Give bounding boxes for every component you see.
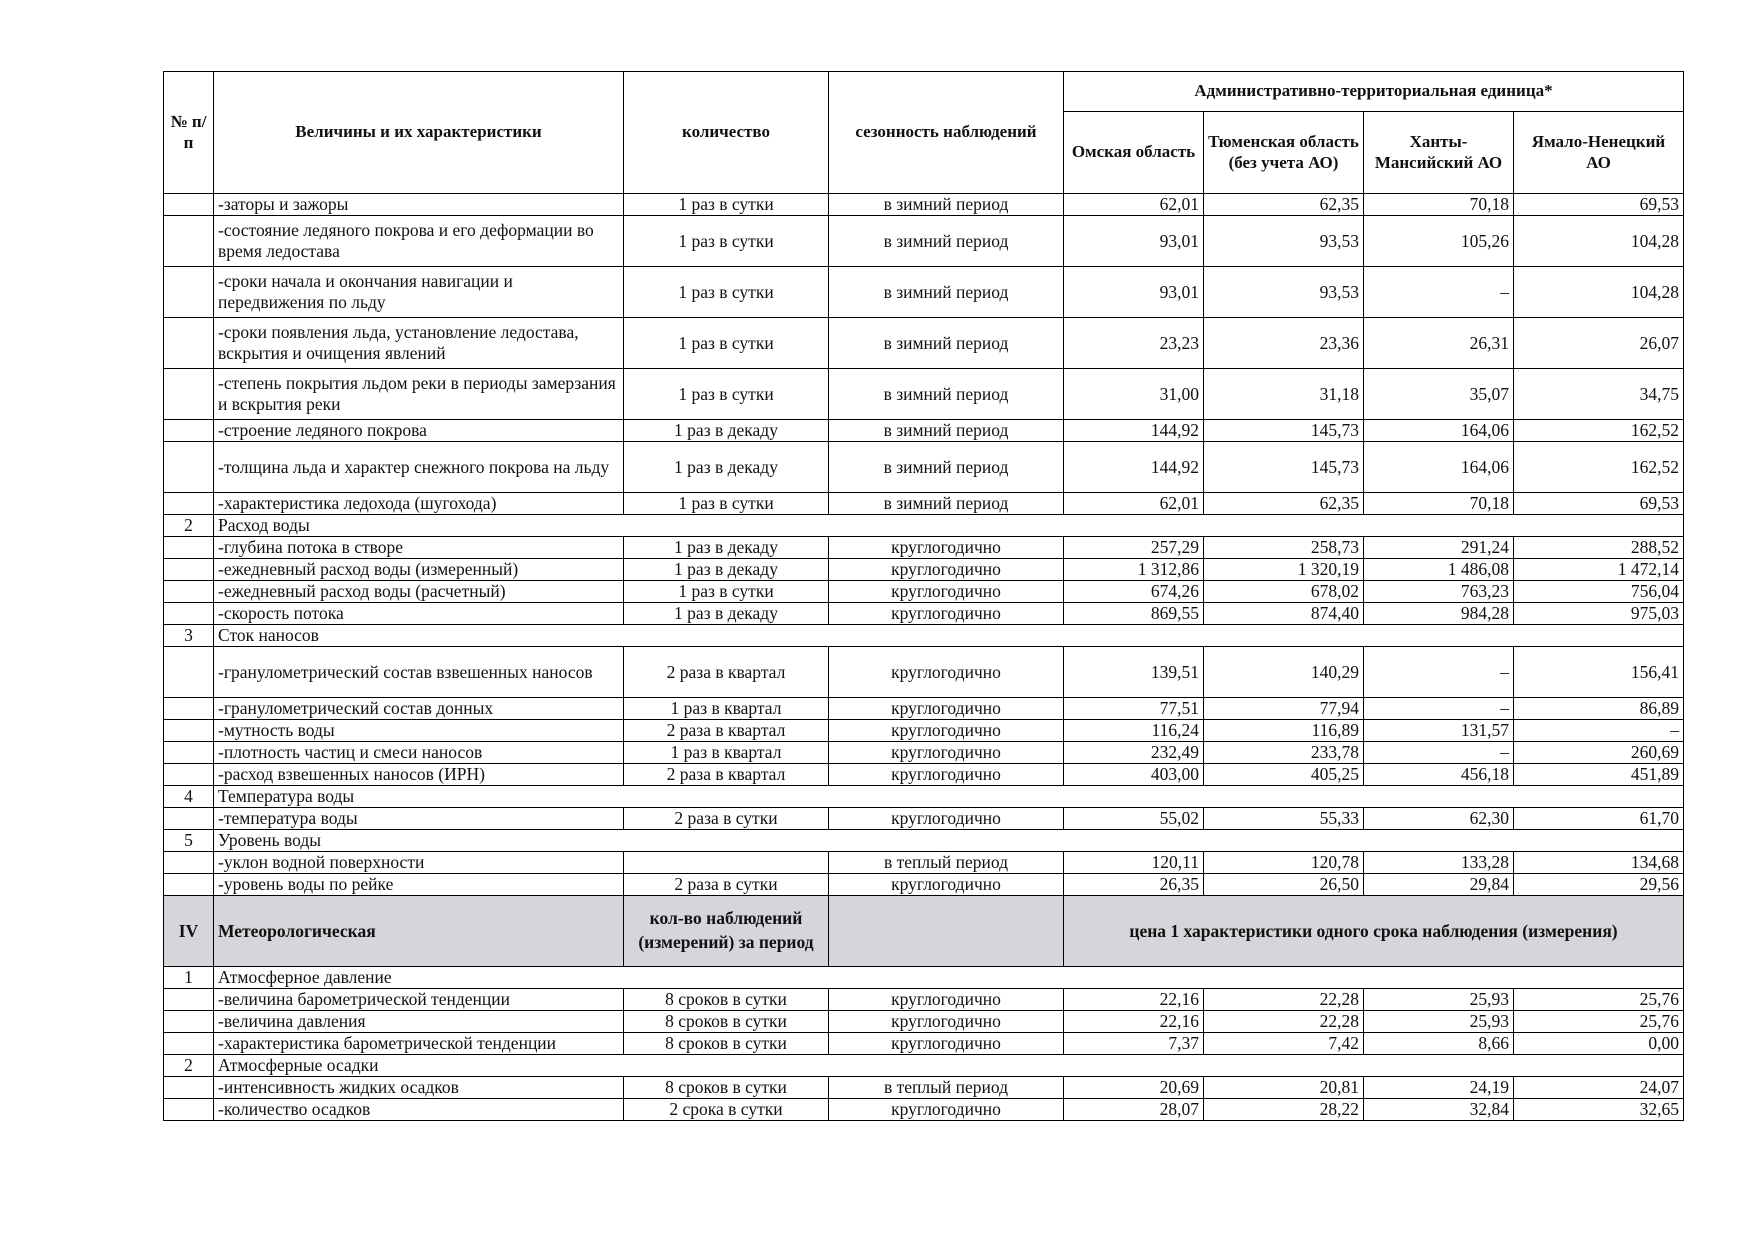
section-row xyxy=(164,967,1684,989)
row-number xyxy=(164,720,214,742)
row-number xyxy=(164,647,214,698)
seasonality: круглогодично xyxy=(829,742,1064,764)
characteristic-name: -скорость потока xyxy=(214,603,624,625)
characteristic-name: -температура воды xyxy=(214,808,624,830)
section-row xyxy=(164,1055,1684,1077)
seasonality: круглогодично xyxy=(829,808,1064,830)
table-row xyxy=(164,698,1684,720)
price-ynao: 134,68 xyxy=(1514,852,1684,874)
price-omsk: 22,16 xyxy=(1064,1011,1204,1033)
price-tyumen: 116,89 xyxy=(1204,720,1364,742)
price-omsk: 93,01 xyxy=(1064,267,1204,318)
table-row xyxy=(164,559,1684,581)
row-number xyxy=(164,442,214,493)
seasonality: круглогодично xyxy=(829,537,1064,559)
seasonality: в зимний период xyxy=(829,442,1064,493)
characteristic-name: -характеристика ледохода (шугохода) xyxy=(214,493,624,515)
price-tyumen: 874,40 xyxy=(1204,603,1364,625)
table-row xyxy=(164,581,1684,603)
header-region-omsk: Омская область xyxy=(1064,112,1204,194)
price-tyumen: 145,73 xyxy=(1204,420,1364,442)
price-tyumen: 140,29 xyxy=(1204,647,1364,698)
price-ynao: 104,28 xyxy=(1514,216,1684,267)
price-khmao: 1 486,08 xyxy=(1364,559,1514,581)
row-number xyxy=(164,537,214,559)
price-tyumen: 258,73 xyxy=(1204,537,1364,559)
price-omsk: 26,35 xyxy=(1064,874,1204,896)
observation-quantity: 1 раз в декаду xyxy=(624,603,829,625)
price-tyumen: 93,53 xyxy=(1204,267,1364,318)
table-row xyxy=(164,369,1684,420)
price-khmao: 25,93 xyxy=(1364,989,1514,1011)
price-omsk: 20,69 xyxy=(1064,1077,1204,1099)
price-omsk: 144,92 xyxy=(1064,442,1204,493)
table-row xyxy=(164,764,1684,786)
observation-quantity: 1 раз в сутки xyxy=(624,194,829,216)
row-number xyxy=(164,1077,214,1099)
table-row xyxy=(164,1011,1684,1033)
category-number: IV xyxy=(164,896,214,967)
price-tyumen: 405,25 xyxy=(1204,764,1364,786)
observation-quantity: 1 раз в квартал xyxy=(624,742,829,764)
price-omsk: 869,55 xyxy=(1064,603,1204,625)
price-tyumen: 145,73 xyxy=(1204,442,1364,493)
table-row xyxy=(164,720,1684,742)
row-number xyxy=(164,420,214,442)
price-ynao: 1 472,14 xyxy=(1514,559,1684,581)
price-ynao: 86,89 xyxy=(1514,698,1684,720)
price-tyumen: 1 320,19 xyxy=(1204,559,1364,581)
price-ynao: 69,53 xyxy=(1514,493,1684,515)
price-ynao: 162,52 xyxy=(1514,442,1684,493)
category-band xyxy=(164,896,1684,967)
table-row xyxy=(164,647,1684,698)
header-region-ynao: Ямало-Ненецкий АО xyxy=(1514,112,1684,194)
seasonality: круглогодично xyxy=(829,647,1064,698)
table-row xyxy=(164,874,1684,896)
observation-quantity: 2 раза в сутки xyxy=(624,874,829,896)
price-khmao: – xyxy=(1364,698,1514,720)
table-row xyxy=(164,808,1684,830)
table-row xyxy=(164,216,1684,267)
price-ynao: 260,69 xyxy=(1514,742,1684,764)
price-khmao: 62,30 xyxy=(1364,808,1514,830)
row-number xyxy=(164,194,214,216)
row-number xyxy=(164,874,214,896)
price-khmao: 32,84 xyxy=(1364,1099,1514,1121)
price-ynao: 162,52 xyxy=(1514,420,1684,442)
characteristic-name: -интенсивность жидких осадков xyxy=(214,1077,624,1099)
price-tyumen: 62,35 xyxy=(1204,194,1364,216)
section-title: Атмосферное давление xyxy=(214,967,1684,989)
observation-quantity: 1 раз в декаду xyxy=(624,537,829,559)
price-ynao: 104,28 xyxy=(1514,267,1684,318)
seasonality: в зимний период xyxy=(829,318,1064,369)
table-row xyxy=(164,318,1684,369)
price-tyumen: 93,53 xyxy=(1204,216,1364,267)
price-khmao: 131,57 xyxy=(1364,720,1514,742)
characteristic-name: -сроки начала и окончания навигации и передвижения по льду xyxy=(214,267,624,318)
row-number xyxy=(164,1033,214,1055)
row-number xyxy=(164,742,214,764)
price-ynao: 26,07 xyxy=(1514,318,1684,369)
table-row xyxy=(164,194,1684,216)
seasonality: в зимний период xyxy=(829,493,1064,515)
price-tyumen: 28,22 xyxy=(1204,1099,1364,1121)
price-tyumen: 20,81 xyxy=(1204,1077,1364,1099)
characteristic-name: -степень покрытия льдом реки в периоды замерзания и вскрытия реки xyxy=(214,369,624,420)
header-quantity: количество xyxy=(624,72,829,194)
price-tyumen: 62,35 xyxy=(1204,493,1364,515)
table-row xyxy=(164,537,1684,559)
section-number: 3 xyxy=(164,625,214,647)
observation-quantity: 1 раз в декаду xyxy=(624,559,829,581)
price-tyumen: 22,28 xyxy=(1204,989,1364,1011)
row-number xyxy=(164,1011,214,1033)
section-title: Уровень воды xyxy=(214,830,1684,852)
price-khmao: 763,23 xyxy=(1364,581,1514,603)
observation-quantity: 2 раза в квартал xyxy=(624,720,829,742)
price-ynao: 25,76 xyxy=(1514,1011,1684,1033)
price-ynao: – xyxy=(1514,720,1684,742)
price-tyumen: 77,94 xyxy=(1204,698,1364,720)
price-ynao: 288,52 xyxy=(1514,537,1684,559)
price-omsk: 93,01 xyxy=(1064,216,1204,267)
seasonality: круглогодично xyxy=(829,989,1064,1011)
row-number xyxy=(164,581,214,603)
observation-quantity: 2 раза в квартал xyxy=(624,764,829,786)
characteristic-name: -гранулометрический состав донных xyxy=(214,698,624,720)
header-region-khmao: Ханты-Мансийский АО xyxy=(1364,112,1514,194)
observation-quantity: 1 раз в сутки xyxy=(624,267,829,318)
seasonality: в зимний период xyxy=(829,194,1064,216)
row-number xyxy=(164,369,214,420)
observation-quantity: 1 раз в квартал xyxy=(624,698,829,720)
price-ynao: 34,75 xyxy=(1514,369,1684,420)
characteristic-name: -расход взвешенных наносов (ИРН) xyxy=(214,764,624,786)
seasonality: круглогодично xyxy=(829,698,1064,720)
row-number xyxy=(164,318,214,369)
seasonality: круглогодично xyxy=(829,764,1064,786)
seasonality: в теплый период xyxy=(829,852,1064,874)
observation-quantity: 1 раз в сутки xyxy=(624,369,829,420)
price-tyumen: 678,02 xyxy=(1204,581,1364,603)
characteristic-name: -сроки появления льда, установление ледостава, вскрытия и очищения явлений xyxy=(214,318,624,369)
seasonality: круглогодично xyxy=(829,581,1064,603)
observation-quantity: 2 срока в сутки xyxy=(624,1099,829,1121)
row-number xyxy=(164,559,214,581)
observation-quantity: 2 раза в квартал xyxy=(624,647,829,698)
observation-quantity: 1 раз в декаду xyxy=(624,420,829,442)
characteristic-name: -величина барометрической тенденции xyxy=(214,989,624,1011)
table-row xyxy=(164,742,1684,764)
table-row xyxy=(164,1033,1684,1055)
price-omsk: 22,16 xyxy=(1064,989,1204,1011)
characteristic-name: -уровень воды по рейке xyxy=(214,874,624,896)
characteristic-name: -мутность воды xyxy=(214,720,624,742)
row-number xyxy=(164,852,214,874)
price-khmao: 35,07 xyxy=(1364,369,1514,420)
row-number xyxy=(164,216,214,267)
price-khmao: 70,18 xyxy=(1364,493,1514,515)
characteristic-name: -ежедневный расход воды (измеренный) xyxy=(214,559,624,581)
price-tyumen: 55,33 xyxy=(1204,808,1364,830)
seasonality: круглогодично xyxy=(829,603,1064,625)
observation-quantity: 8 сроков в сутки xyxy=(624,1011,829,1033)
price-omsk: 139,51 xyxy=(1064,647,1204,698)
section-number: 2 xyxy=(164,1055,214,1077)
seasonality: в зимний период xyxy=(829,267,1064,318)
price-omsk: 31,00 xyxy=(1064,369,1204,420)
observation-quantity xyxy=(624,852,829,874)
table-row xyxy=(164,420,1684,442)
price-tyumen: 23,36 xyxy=(1204,318,1364,369)
category-quantity-header: кол-во наблюдений (измерений) за период xyxy=(624,896,829,967)
category-price-header: цена 1 характеристики одного срока наблюдения (измерения) xyxy=(1064,896,1684,967)
price-ynao: 25,76 xyxy=(1514,989,1684,1011)
section-title: Температура воды xyxy=(214,786,1684,808)
price-khmao: – xyxy=(1364,267,1514,318)
section-number: 4 xyxy=(164,786,214,808)
price-omsk: 257,29 xyxy=(1064,537,1204,559)
seasonality: в зимний период xyxy=(829,420,1064,442)
price-khmao: 105,26 xyxy=(1364,216,1514,267)
table-row xyxy=(164,493,1684,515)
price-omsk: 62,01 xyxy=(1064,493,1204,515)
price-khmao: 8,66 xyxy=(1364,1033,1514,1055)
price-ynao: 0,00 xyxy=(1514,1033,1684,1055)
price-omsk: 7,37 xyxy=(1064,1033,1204,1055)
price-khmao: – xyxy=(1364,647,1514,698)
characteristic-name: -строение ледяного покрова xyxy=(214,420,624,442)
price-ynao: 756,04 xyxy=(1514,581,1684,603)
price-khmao: 24,19 xyxy=(1364,1077,1514,1099)
characteristic-name: -состояние ледяного покрова и его деформации во время ледостава xyxy=(214,216,624,267)
price-ynao: 32,65 xyxy=(1514,1099,1684,1121)
section-row xyxy=(164,625,1684,647)
seasonality: круглогодично xyxy=(829,1099,1064,1121)
seasonality: в зимний период xyxy=(829,369,1064,420)
row-number xyxy=(164,989,214,1011)
header-seasonality: сезонность наблюдений xyxy=(829,72,1064,194)
table-row xyxy=(164,442,1684,493)
section-number: 5 xyxy=(164,830,214,852)
characteristic-name: -гранулометрический состав взвешенных наносов xyxy=(214,647,624,698)
seasonality: в зимний период xyxy=(829,216,1064,267)
section-title: Атмосферные осадки xyxy=(214,1055,1684,1077)
price-omsk: 674,26 xyxy=(1064,581,1204,603)
observation-quantity: 8 сроков в сутки xyxy=(624,1077,829,1099)
observation-quantity: 1 раз в сутки xyxy=(624,216,829,267)
characteristic-name: -уклон водной поверхности xyxy=(214,852,624,874)
price-omsk: 55,02 xyxy=(1064,808,1204,830)
price-tyumen: 233,78 xyxy=(1204,742,1364,764)
section-row xyxy=(164,515,1684,537)
price-khmao: 164,06 xyxy=(1364,420,1514,442)
price-omsk: 77,51 xyxy=(1064,698,1204,720)
price-tyumen: 7,42 xyxy=(1204,1033,1364,1055)
characteristic-name: -заторы и зажоры xyxy=(214,194,624,216)
table-row xyxy=(164,267,1684,318)
price-khmao: – xyxy=(1364,742,1514,764)
section-number: 1 xyxy=(164,967,214,989)
row-number xyxy=(164,698,214,720)
category-title: Метеорологическая xyxy=(214,896,624,967)
header-number: № п/п xyxy=(164,72,214,194)
characteristic-name: -количество осадков xyxy=(214,1099,624,1121)
characteristic-name: -характеристика барометрической тенденции xyxy=(214,1033,624,1055)
price-tyumen: 31,18 xyxy=(1204,369,1364,420)
section-title: Расход воды xyxy=(214,515,1684,537)
row-number xyxy=(164,808,214,830)
observation-price-table xyxy=(163,71,1684,1121)
price-khmao: 291,24 xyxy=(1364,537,1514,559)
seasonality: круглогодично xyxy=(829,874,1064,896)
price-omsk: 116,24 xyxy=(1064,720,1204,742)
observation-quantity: 1 раз в сутки xyxy=(624,318,829,369)
section-number: 2 xyxy=(164,515,214,537)
price-omsk: 120,11 xyxy=(1064,852,1204,874)
price-ynao: 975,03 xyxy=(1514,603,1684,625)
price-ynao: 156,41 xyxy=(1514,647,1684,698)
price-omsk: 232,49 xyxy=(1064,742,1204,764)
seasonality: круглогодично xyxy=(829,1033,1064,1055)
price-khmao: 29,84 xyxy=(1364,874,1514,896)
price-ynao: 29,56 xyxy=(1514,874,1684,896)
characteristic-name: -плотность частиц и смеси наносов xyxy=(214,742,624,764)
seasonality: круглогодично xyxy=(829,1011,1064,1033)
observation-quantity: 8 сроков в сутки xyxy=(624,989,829,1011)
seasonality: в теплый период xyxy=(829,1077,1064,1099)
header-characteristics: Величины и их характеристики xyxy=(214,72,624,194)
category-season-blank xyxy=(829,896,1064,967)
table-row xyxy=(164,989,1684,1011)
header-admin-unit: Административно-территориальная единица* xyxy=(1064,72,1684,112)
section-row xyxy=(164,786,1684,808)
characteristic-name: -величина давления xyxy=(214,1011,624,1033)
observation-quantity: 1 раз в сутки xyxy=(624,581,829,603)
price-khmao: 26,31 xyxy=(1364,318,1514,369)
table-row xyxy=(164,852,1684,874)
table-row xyxy=(164,603,1684,625)
price-tyumen: 22,28 xyxy=(1204,1011,1364,1033)
row-number xyxy=(164,603,214,625)
price-khmao: 133,28 xyxy=(1364,852,1514,874)
header-region-tyumen: Тюменская область (без учета АО) xyxy=(1204,112,1364,194)
price-ynao: 69,53 xyxy=(1514,194,1684,216)
characteristic-name: -глубина потока в створе xyxy=(214,537,624,559)
price-tyumen: 120,78 xyxy=(1204,852,1364,874)
seasonality: круглогодично xyxy=(829,720,1064,742)
price-omsk: 23,23 xyxy=(1064,318,1204,369)
price-khmao: 70,18 xyxy=(1364,194,1514,216)
table-row xyxy=(164,1099,1684,1121)
price-omsk: 144,92 xyxy=(1064,420,1204,442)
row-number xyxy=(164,267,214,318)
table-row xyxy=(164,1077,1684,1099)
price-omsk: 28,07 xyxy=(1064,1099,1204,1121)
section-title: Сток наносов xyxy=(214,625,1684,647)
row-number xyxy=(164,1099,214,1121)
price-ynao: 451,89 xyxy=(1514,764,1684,786)
observation-quantity: 8 сроков в сутки xyxy=(624,1033,829,1055)
observation-quantity: 1 раз в сутки xyxy=(624,493,829,515)
observation-quantity: 1 раз в декаду xyxy=(624,442,829,493)
price-khmao: 164,06 xyxy=(1364,442,1514,493)
price-khmao: 25,93 xyxy=(1364,1011,1514,1033)
price-ynao: 61,70 xyxy=(1514,808,1684,830)
price-khmao: 984,28 xyxy=(1364,603,1514,625)
row-number xyxy=(164,764,214,786)
price-omsk: 1 312,86 xyxy=(1064,559,1204,581)
characteristic-name: -ежедневный расход воды (расчетный) xyxy=(214,581,624,603)
characteristic-name: -толщина льда и характер снежного покрова на льду xyxy=(214,442,624,493)
price-omsk: 62,01 xyxy=(1064,194,1204,216)
price-tyumen: 26,50 xyxy=(1204,874,1364,896)
price-khmao: 456,18 xyxy=(1364,764,1514,786)
price-omsk: 403,00 xyxy=(1064,764,1204,786)
row-number xyxy=(164,493,214,515)
seasonality: круглогодично xyxy=(829,559,1064,581)
price-ynao: 24,07 xyxy=(1514,1077,1684,1099)
observation-quantity: 2 раза в сутки xyxy=(624,808,829,830)
section-row xyxy=(164,830,1684,852)
